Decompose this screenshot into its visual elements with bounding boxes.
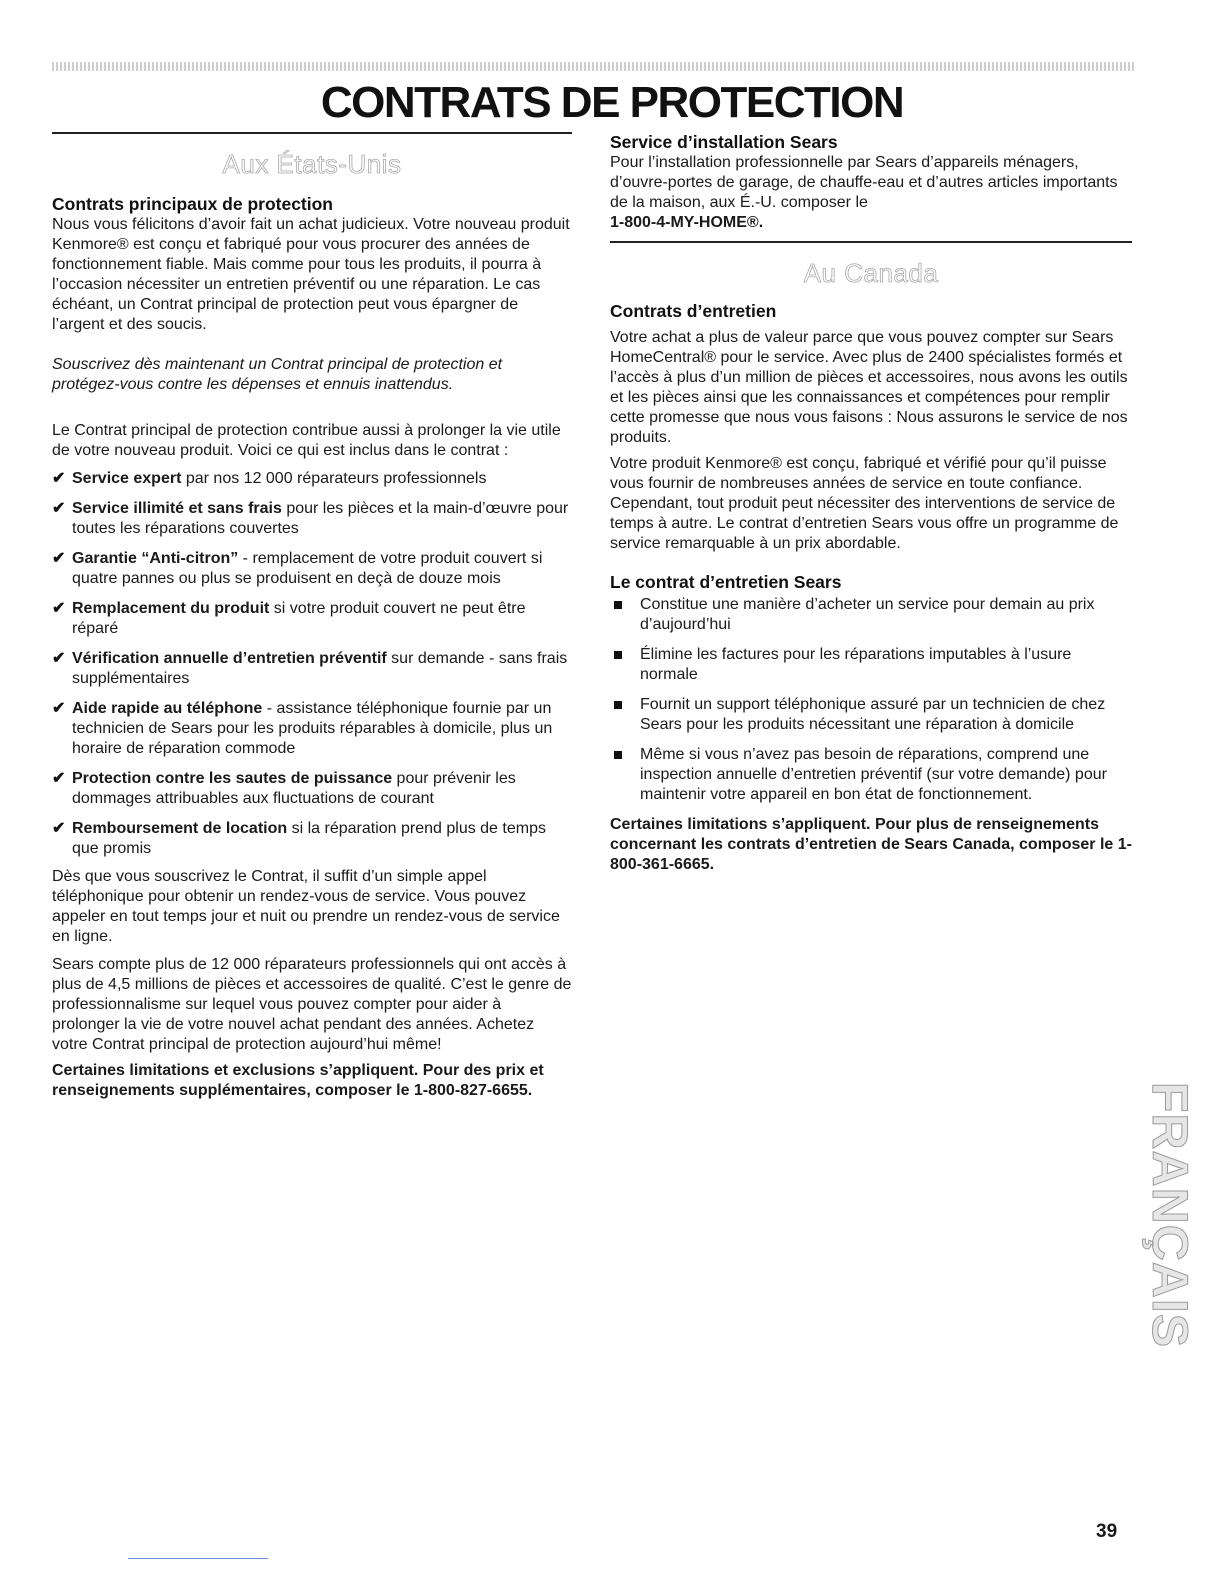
contracts-text-2: Votre produit Kenmore® est conçu, fabriqué et vérifié pour qu’il puisse vous fournir de nombreuses années de service en toute confiance. Cependant, tout produit peut nécessiter des interventions de service de temps à autre. Le contrat d’entretien Sears vous offre un programme de service remarquable à un prix abordable. (610, 455, 1119, 552)
section-divider (610, 241, 1132, 243)
page-title: CONTRATS DE PROTECTION (320, 78, 904, 127)
list-item: ✔ Aide rapide au téléphone - assistance téléphonique fournie par un technicien de Sears pour les produits réparables à domicile, plus un horaire de réparation commode (52, 700, 553, 757)
benefits-list (52, 469, 572, 859)
square-bullet-icon (614, 751, 622, 759)
top-decorative-bar (52, 62, 1134, 71)
installation-text: Pour l’installation professionnelle par Sears d’appareils ménagers, d’ouvre-portes de garage, de chauffe-eau et d’autres articles importants de la maison, aux É.-U. composer le (610, 154, 1118, 211)
list-item: ✔ Service expert par nos 12 000 réparateurs professionnels (52, 470, 487, 487)
language-side-tab: FRANÇAIS (1142, 1081, 1199, 1349)
checkmark-icon: ✔ (52, 600, 66, 617)
master-italic-text: Souscrivez dès maintenant un Contrat principal de protection et protégez-vous contre les dépenses et ennuis inattendus. (52, 356, 503, 393)
section-title-installation: Service d’installation Sears (610, 132, 838, 152)
checkmark-icon: ✔ (52, 700, 66, 717)
square-bullet-icon (614, 601, 622, 609)
checkmark-icon: ✔ (52, 820, 66, 837)
region-heading-canada: Au Canada (803, 258, 939, 288)
master-after-text-1: Dès que vous souscrivez le Contrat, il suffit d’un simple appel téléphonique pour obtenir un rendez-vous de service. Vous pouvez appeler en tout temps jour et nuit ou prendre un rendez-vous de service en ligne. (52, 868, 560, 945)
right-column (610, 132, 1132, 875)
section-title-master-contracts: Contrats principaux de protection (52, 194, 333, 214)
list-item: Élimine les factures pour les réparations imputables à l’usure normale (610, 645, 1132, 685)
list-item: ✔ Service illimité et sans frais pour les pièces et la main-d’œuvre pour toutes les réparations couvertes (52, 500, 569, 537)
checkmark-icon: ✔ (52, 500, 66, 517)
list-item: ✔ Remplacement du produit si votre produit couvert ne peut être réparé (52, 600, 526, 637)
square-bullet-icon (614, 651, 622, 659)
contracts-text-1: Votre achat a plus de valeur parce que vous pouvez compter sur Sears HomeCentral® pour le service. Avec plus de 2400 spécialistes formés et l’accès à plus d’un million de pièces et accessoires, nous avons les outils et les pièces ainsi que les connaissances et compétences pour remplir cette promesse que nous vous faisons : Nous assurons le service de nos produits. (610, 329, 1128, 446)
list-item: ✔ Vérification annuelle d’entretien préventif sur demande - sans frais supplémentaires (52, 650, 568, 687)
section-divider (52, 132, 572, 134)
region-heading-usa: Aux États-Unis (222, 149, 402, 179)
list-item: ✔ Protection contre les sautes de puissance pour prévenir les dommages attribuables aux fluctuations de courant (52, 770, 516, 807)
left-column (52, 132, 572, 1101)
square-bullet-icon (614, 701, 622, 709)
section-title-sears-contract: Le contrat d’entretien Sears (610, 572, 842, 592)
bottom-underline (128, 1558, 268, 1559)
list-item: Constitue une manière d’acheter un service pour demain au prix d’aujourd’hui (610, 595, 1132, 635)
page-number: 39 (1096, 1521, 1118, 1542)
list-item: ✔ Remboursement de location si la réparation prend plus de temps que promis (52, 820, 546, 857)
master-intro-text: Nous vous félicitons d’avoir fait un achat judicieux. Votre nouveau produit Kenmore® est conçu et fabriqué pour vous procurer des années de fonctionnement fiable. Mais comme pour tous les produits, il pourra à l’occasion nécessiter un entretien préventif ou une réparation. Le cas échéant, un Contrat principal de protection peut vous épargner de l’argent et des soucis. (52, 216, 570, 333)
checkmark-icon: ✔ (52, 650, 66, 667)
sears-contract-list (610, 595, 1132, 805)
checkmark-icon: ✔ (52, 550, 66, 567)
master-after-text-2: Sears compte plus de 12 000 réparateurs professionnels qui ont accès à plus de 4,5 millions de pièces et accessoires de qualité. C’est le genre de professionnalisme sur lequel vous pouvez compter pour aider à prolonger la vie de votre nouvel achat pendant des années. Achetez votre Contrat principal de protection aujourd’hui même! (52, 956, 572, 1053)
list-item: Fournit un support téléphonique assuré par un technicien de chez Sears pour les produits nécessitant une réparation à domicile (610, 695, 1132, 735)
installation-phone: 1-800-4-MY-HOME®. (610, 214, 764, 231)
section-title-service-contracts: Contrats d’entretien (610, 301, 777, 321)
list-item: ✔ Garantie “Anti-citron” - remplacement de votre produit couvert si quatre pannes ou plus se produisent en deçà de douze mois (52, 550, 543, 587)
master-closing-text: Certaines limitations et exclusions s’appliquent. Pour des prix et renseignements supplémentaires, composer le 1-800-827-6655. (52, 1062, 544, 1099)
sears-contract-closing: Certaines limitations s’appliquent. Pour plus de renseignements concernant les contrats d’entretien de Sears Canada, composer le 1-800-361-6665. (610, 816, 1132, 873)
checkmark-icon: ✔ (52, 770, 66, 787)
checkmark-icon: ✔ (52, 470, 66, 487)
master-lead-text: Le Contrat principal de protection contribue aussi à prolonger la vie utile de votre nouveau produit. Voici ce qui est inclus dans le contrat : (52, 422, 561, 459)
list-item: Même si vous n’avez pas besoin de réparations, comprend une inspection annuelle d’entretien préventif (sur votre demande) pour maintenir votre appareil en bon état de fonctionnement. (610, 745, 1132, 805)
